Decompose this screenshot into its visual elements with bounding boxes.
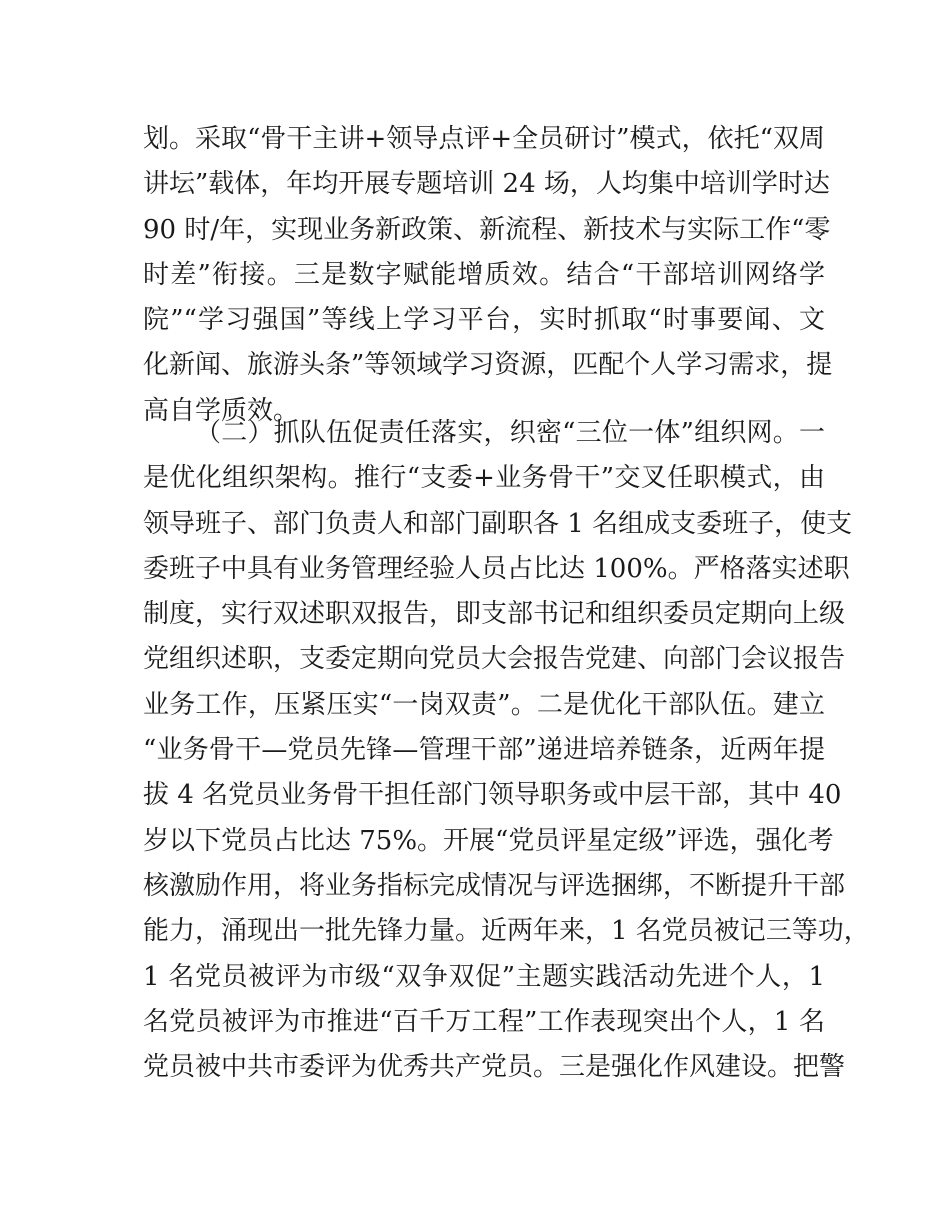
- text-line: 划。采取“骨干主讲+领导点评+全员研讨”模式，依托“双周: [143, 124, 825, 154]
- text-line: 党组织述职，支委定期向党员大会报告党建、向部门会议报告: [143, 644, 846, 675]
- text-line: 时差”衔接。三是数字赋能增质效。结合“干部培训网络学: [143, 259, 825, 290]
- text-line: 委班子中具有业务管理经验人员占比达 100%。严格落实述职: [143, 553, 850, 584]
- text-line: 制度，实行双述职双报告，即支部书记和组织委员定期向上级: [143, 599, 846, 630]
- text-line: 高自学质效。: [143, 395, 300, 426]
- text-line: 1 名党员被评为市级“双争双促”主题实践活动先进个人，1: [143, 961, 825, 992]
- paragraph-team-building: [143, 411, 870, 1090]
- text-line: 拔 4 名党员业务骨干担任部门领导职务或中层干部，其中 40: [143, 780, 842, 811]
- paragraph-training: [143, 117, 833, 434]
- text-line: “业务骨干—党员先锋—管理干部”递进培养链条，近两年提: [143, 735, 825, 766]
- text-line: 90 时/年，实现业务新政策、新流程、新技术与实际工作“零: [143, 214, 831, 245]
- text-line: 化新闻、旅游头条”等领域学习资源，匹配个人学习需求，提: [143, 350, 833, 381]
- text-line: 领导班子、部门负责人和部门副职各 1 名组成支委班子，使支: [143, 508, 853, 539]
- text-line: 党员被中共市委评为优秀共产党员。三是强化作风建设。把警: [143, 1052, 846, 1083]
- text-line: 核激励作用，将业务指标完成情况与评选捆绑，不断提升干部: [143, 870, 846, 901]
- text-line: 名党员被评为市推进“百千万工程”工作表现突出个人，1 名: [143, 1006, 825, 1037]
- text-line: 岁以下党员占比达 75%。开展“党员评星定级”评选，强化考: [143, 825, 834, 856]
- text-line: 院”“学习强国”等线上学习平台，实时抓取“时事要闻、文: [143, 305, 825, 336]
- text-line: 讲坛”载体，年均开展专题培训 24 场，人均集中培训学时达: [143, 169, 830, 200]
- text-line: 是优化组织架构。推行“支委+业务骨干”交叉任职模式，由: [143, 463, 825, 494]
- section-heading-line: （二）抓队伍促责任落实，织密“三位一体”组织网。一: [195, 418, 825, 448]
- text-line: 业务工作，压紧压实“一岗双责”。二是优化干部队伍。建立: [143, 689, 825, 720]
- text-line: 能力，涌现出一批先锋力量。近两年来，1 名党员被记三等功，: [143, 916, 870, 947]
